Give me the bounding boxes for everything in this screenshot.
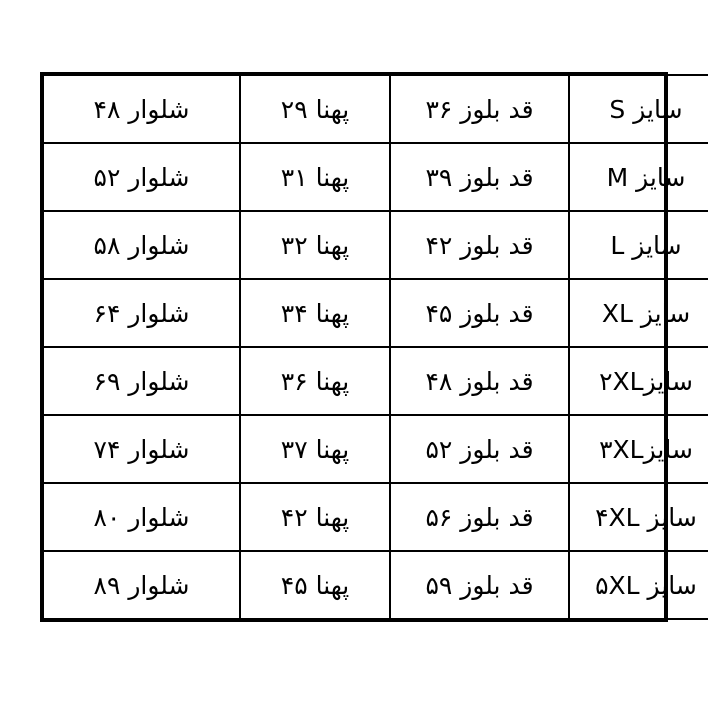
size-chart-container (42, 74, 697, 620)
cell-width: پهنا ۳۷ (240, 415, 390, 483)
cell-length: قد بلوز ۳۶ (390, 75, 569, 143)
cell-length: قد بلوز ۴۲ (390, 211, 569, 279)
table-row (43, 483, 708, 551)
cell-pants: شلوار ۸۹ (43, 551, 240, 619)
cell-pants: شلوار ۵۸ (43, 211, 240, 279)
table-row (43, 75, 708, 143)
table-row (43, 143, 708, 211)
cell-pants: شلوار ۴۸ (43, 75, 240, 143)
cell-size: سایز S (569, 75, 708, 143)
cell-size: سایز M (569, 143, 708, 211)
table-row (43, 211, 708, 279)
cell-length: قد بلوز ۵۲ (390, 415, 569, 483)
cell-length: قد بلوز ۴۵ (390, 279, 569, 347)
cell-length: قد بلوز ۳۹ (390, 143, 569, 211)
table-row (43, 347, 708, 415)
cell-width: پهنا ۴۵ (240, 551, 390, 619)
cell-width: پهنا ۳۱ (240, 143, 390, 211)
cell-pants: شلوار ۶۹ (43, 347, 240, 415)
cell-size: سایز L (569, 211, 708, 279)
cell-pants: شلوار ۸۰ (43, 483, 240, 551)
cell-size: سایز ۴XL (569, 483, 708, 551)
cell-width: پهنا ۲۹ (240, 75, 390, 143)
cell-width: پهنا ۴۲ (240, 483, 390, 551)
cell-size: سایز XL (569, 279, 708, 347)
cell-size: سایز۲XL (569, 347, 708, 415)
cell-width: پهنا ۳۲ (240, 211, 390, 279)
cell-width: پهنا ۳۴ (240, 279, 390, 347)
cell-length: قد بلوز ۵۶ (390, 483, 569, 551)
cell-length: قد بلوز ۵۹ (390, 551, 569, 619)
size-chart-body (43, 75, 708, 619)
cell-pants: شلوار ۶۴ (43, 279, 240, 347)
cell-size: سایز۳XL (569, 415, 708, 483)
table-row (43, 551, 708, 619)
cell-width: پهنا ۳۶ (240, 347, 390, 415)
cell-pants: شلوار ۷۴ (43, 415, 240, 483)
cell-size: سایز ۵XL (569, 551, 708, 619)
cell-length: قد بلوز ۴۸ (390, 347, 569, 415)
size-chart-table (42, 74, 708, 620)
table-row (43, 415, 708, 483)
cell-pants: شلوار ۵۲ (43, 143, 240, 211)
table-row (43, 279, 708, 347)
